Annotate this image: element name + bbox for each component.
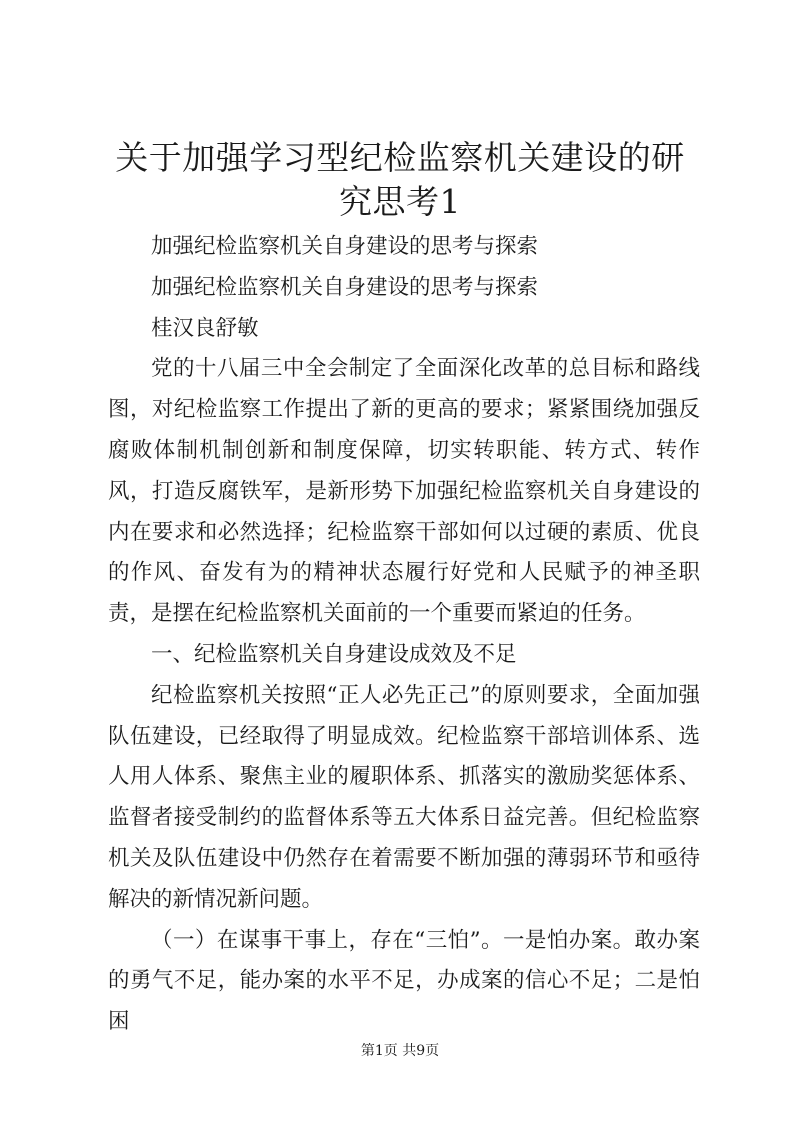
page-footer: 第1页 共9页 — [360, 1043, 440, 1059]
body-paragraph: 党的十八届三中全会制定了全面深化改革的总目标和路线图，对纪检监察工作提出了新的更高的要求；紧紧围绕加强反腐败体制机制创新和制度保障，切实转职能、转方式、转作风，打造反腐铁军，是新形势下加强纪检监察机关自身建设的内在要求和必然选择；纪检监察干部如何以过硬的素质、优良的作风、奋发有为的精神状态履行好党和人民赋予的神圣职责，是摆在纪检监察机关面前的一个重要而紧迫的任务。 — [108, 356, 700, 627]
document-body — [108, 227, 700, 1043]
subtitle-line: 加强纪检监察机关自身建设的思考与探索 — [151, 274, 539, 300]
body-paragraph: （一）在谋事干事上，存在“三怕”。一是怕办案。敢办案的勇气不足，能办案的水平不足，办成案的信心不足；二是怕困 — [108, 927, 700, 1035]
body-paragraph: 纪检监察机关按照“正人必先正己”的原则要求，全面加强队伍建设，已经取得了明显成效。纪检监察干部培训体系、选人用人体系、聚焦主业的履职体系、抓落实的激励奖惩体系、监督者接受制约的监督体系等五大体系日益完善。但纪检监察机关及队伍建设中仍然存在着需要不断加强的薄弱环节和亟待解决的新情况新问题。 — [108, 682, 700, 912]
subtitle-line: 加强纪检监察机关自身建设的思考与探索 — [151, 234, 539, 259]
document-title: 关于加强学习型纪检监察机关建设的研究思考1 — [115, 138, 685, 221]
author-line: 桂汉良舒敏 — [151, 315, 259, 341]
section-heading: 一、纪检监察机关自身建设成效及不足 — [151, 641, 517, 667]
